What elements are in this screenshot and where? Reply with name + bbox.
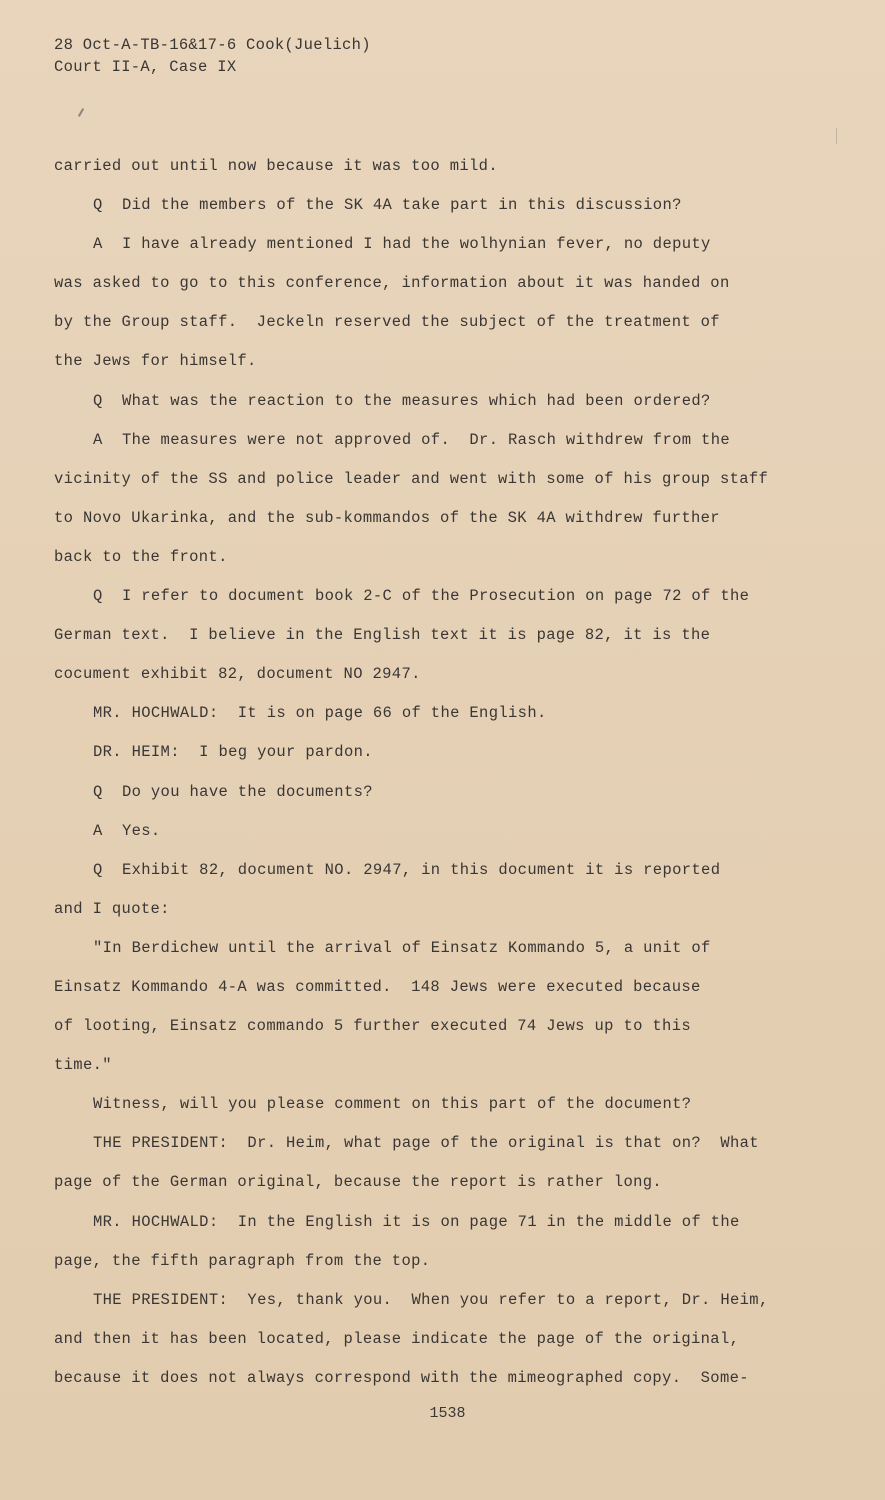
transcript-line: by the Group staff. Jeckeln reserved the subject of the treatment of <box>54 313 720 332</box>
page-number: 1538 <box>429 1405 466 1422</box>
transcript-line: Witness, will you please comment on this part of the document? <box>93 1095 692 1114</box>
transcript-line: A Yes. <box>93 821 161 840</box>
stray-mark <box>78 108 84 117</box>
transcript-line: Q What was the reaction to the measures which had been ordered? <box>93 391 711 410</box>
transcript-line: was asked to go to this conference, information about it was handed on <box>54 274 730 293</box>
transcript-line: carried out until now because it was too mild. <box>54 157 498 175</box>
header-reference: 28 Oct-A-TB-16&17-6 Cook(Juelich) <box>54 36 371 54</box>
transcript-line: the Jews for himself. <box>54 352 257 371</box>
transcript-line: A I have already mentioned I had the wolhynian fever, no deputy <box>93 235 711 254</box>
transcript-line: because it does not always correspond with the mimeographed copy. Some- <box>54 1368 749 1387</box>
transcript-line: Q Did the members of the SK 4A take part in this discussion? <box>93 196 682 215</box>
transcript-line: MR. HOCHWALD: In the English it is on page 71 in the middle of the <box>93 1212 740 1231</box>
transcript-line: page, the fifth paragraph from the top. <box>54 1251 431 1270</box>
header-court: Court II-A, Case IX <box>54 58 237 76</box>
transcript-line: A The measures were not approved of. Dr. Rasch withdrew from the <box>93 430 730 449</box>
stray-mark <box>836 128 837 144</box>
transcript-line: cocument exhibit 82, document NO 2947. <box>54 665 421 684</box>
transcript-line: time." <box>54 1056 112 1075</box>
transcript-line: vicinity of the SS and police leader and went with some of his group staff <box>54 469 769 488</box>
transcript-line: DR. HEIM: I beg your pardon. <box>93 743 373 762</box>
transcript-line: German text. I believe in the English text it is page 82, it is the <box>54 626 711 645</box>
transcript-line: to Novo Ukarinka, and the sub-kommandos of the SK 4A withdrew further <box>54 508 720 527</box>
transcript-line: THE PRESIDENT: Dr. Heim, what page of the original is that on? What <box>93 1134 759 1153</box>
transcript-line: of looting, Einsatz commando 5 further executed 74 Jews up to this <box>54 1017 691 1036</box>
transcript-line: Q Exhibit 82, document NO. 2947, in this document it is reported <box>93 860 721 879</box>
transcript-line: back to the front. <box>54 547 228 566</box>
transcript-line: Einsatz Kommando 4-A was committed. 148 Jews were executed because <box>54 977 701 996</box>
transcript-line: and then it has been located, please indicate the page of the original, <box>54 1329 740 1348</box>
transcript-line: MR. HOCHWALD: It is on page 66 of the English. <box>93 704 547 723</box>
document-header <box>54 34 371 78</box>
transcript-line: "In Berdichew until the arrival of Einsatz Kommando 5, a unit of <box>93 938 711 957</box>
transcript-body <box>54 151 834 1402</box>
transcript-line: Q Do you have the documents? <box>93 782 373 801</box>
transcript-line: and I quote: <box>54 899 170 918</box>
transcript-line: page of the German original, because the report is rather long. <box>54 1173 663 1192</box>
transcript-line: THE PRESIDENT: Yes, thank you. When you refer to a report, Dr. Heim, <box>93 1290 769 1309</box>
transcript-line: Q I refer to document book 2-C of the Prosecution on page 72 of the <box>93 587 750 606</box>
